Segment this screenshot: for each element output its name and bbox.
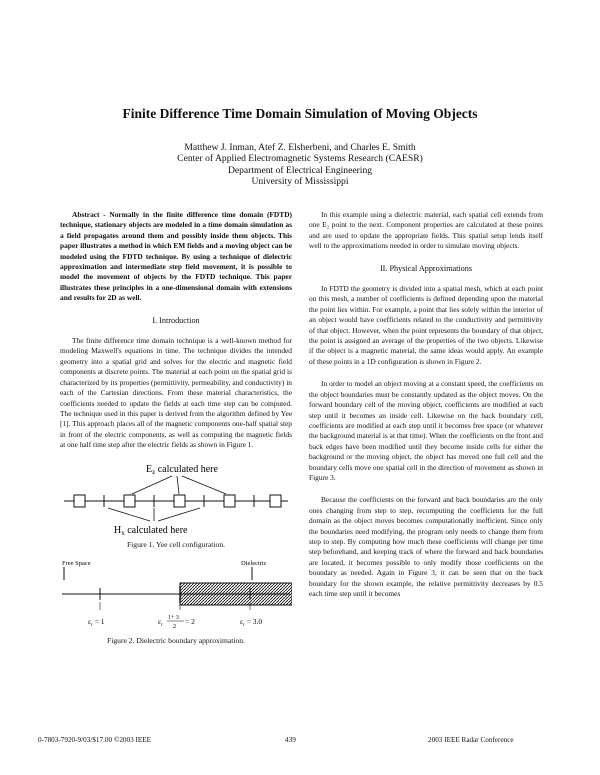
author-university: University of Mississippi: [251, 176, 349, 188]
abstract: Abstract - Normally in the finite difference time domain (FDTD) technique, stationary objects are modeled in a time domain simulation as a field propagates around them and possibly inside them objects. This paper illustrates a method in which EM fields and a moving object can be modeled using the FDTD technique. By using a technique of dielectric approximation and intermediate step field movement, it is possible to model the movement of objects by the FDTD technique. This paper illustrates these principles in a one-dimensional domain with extensions and results for 2D as well.: [60, 210, 292, 303]
eps-boundary: $\varepsilon_r$: [158, 617, 163, 629]
figure-2: [60, 558, 292, 646]
footer-conference: 2003 IEEE Radar Conference: [428, 736, 514, 744]
figure-1: [60, 463, 292, 551]
figure1-caption: Figure 1. Yee cell configuration.: [126, 539, 226, 549]
author-names: Matthew J. Inman, Atef Z. Elsherbeni, and Charles E. Smith: [184, 142, 416, 153]
e-arrows: [132, 476, 226, 494]
section-heading-introduction: I. Introduction: [152, 315, 200, 325]
e-cell: [124, 495, 135, 507]
left-column: [60, 210, 292, 646]
section-heading-physical-approximations: II. Physical Approximations: [379, 263, 473, 273]
figure2-caption: Figure 2. Dielectric boundary approximation.: [107, 635, 245, 645]
author-block: [0, 142, 600, 188]
arrow: [177, 476, 179, 494]
paper-title: Finite Difference Time Domain Simulation of Moving Objects: [122, 106, 478, 121]
footer-page-number: 439: [285, 736, 296, 744]
free-space-label: Free Space: [62, 560, 91, 568]
moving-object-paragraph: In order to model an object moving at a constant speed, the coefficients on the object boundaries must be constantly updated as the object moves. On the forward boundary cell of the moving object, coefficients are modified at each step until it becomes an inside cell. Likewise on the back boundary cell, coefficients are modified at each step until it becomes free space (or whatever the background material is at that time). When the coefficients on the front and back edges have been modified until they become inside cells for either the background or the moving object, the object has moved one full cell and the boundary cells move one spatial cell in the direction of movement as shown in Figure 3.: [309, 379, 543, 482]
e-cell: [224, 495, 235, 507]
introduction-paragraph: The finite difference time domain technique is a well-known method for modeling Maxwell's equations in time. The technique divides the intended geometry into a spatial grid and solves for the electric and magnetic field components at discrete points. The material at each point on the spatial grid is characterized by its properties (permittivity, permeability, and conductivity) in each of the Cartesian directions. From these material characteristics, the coefficients needed to update the fields at each time step can be computed. The technique used in this paper is derived from the algorithm defined by Yee [1]. This approach places all of the magnetic components one-half spatial step in front of the electric components, as well as computing the magnetic fields at one half time step after the electric fields as shown in Figure 1.: [60, 336, 292, 450]
arrow: [108, 508, 150, 521]
dielectric-label: Dielectric: [241, 560, 267, 568]
eps-boundary-denominator: 2: [173, 624, 176, 631]
boundary-coefficients-paragraph: Because the coefficients on the forward and back boundaries are the only ones changing from step to step, recomputing the coefficients for the full domain as the object moves becomes computationally inefficient. Since only the boundaries need modifying, the program only needs to change them from step to step. By computing how much these coefficients will change per time step beforehand, and keeping track of where the forward and back boundaries are located, it becomes possible to only modify those coefficients on the boundary as needed. Again in Figure 3, it can be seen that on the back boundary for the shown example, the relative permittivity decreases by 0.5 each time step until it becomes: [309, 495, 543, 598]
mesh-paragraph: In FDTD the geometry is divided into a spatial mesh, which at each point on this mesh, a number of coefficients is defined depending upon the material the point lies within. For example, a point that lies solely within the interior of an object would have coefficients related to the conductivity and permittivity of that object. However, when the point represents the boundary of that object, the point is assigned an average of the properties of the two objects. Likewise if the object is a magnetic material, the same ideas would apply. An example of these points in a 1D configuration is shown in Figure 2.: [309, 284, 543, 366]
arrow: [158, 508, 200, 521]
author-center: Center of Applied Electromagnetic Systems Research (CAESR): [177, 153, 423, 165]
arrow: [182, 476, 226, 494]
footer-copyright: 0-7803-7920-9/03/$17.00 ©2003 IEEE: [38, 736, 152, 744]
h-arrows: [108, 508, 200, 521]
arrow: [132, 476, 172, 494]
yee-cell-diagram: [60, 463, 292, 537]
author-department: Department of Electrical Engineering: [227, 164, 373, 176]
dielectric-boundary-diagram: [60, 558, 292, 632]
right-column: [309, 210, 543, 599]
figure1-top-label: $E_z$ calculated here: [146, 463, 218, 476]
eps-boundary-value: = 2: [185, 617, 195, 627]
eps-free-space: $\varepsilon_r = 1$: [88, 617, 105, 629]
e-cell: [74, 495, 85, 507]
e-cell: [174, 495, 185, 507]
figure1-bottom-label: $H_x$ calculated here: [114, 524, 188, 537]
e-cell: [270, 495, 281, 507]
dielectric-example-paragraph: In this example using a dielectric material, each spatial cell extends from one E₂ point to the next. Component properties are calculated at these points and are used to update the appropriate fields. This spatial setup lends itself well to the approximations needed in order to simulate moving objects.: [309, 210, 543, 251]
eps-dielectric: $\varepsilon_r = 3.0$: [240, 617, 263, 629]
eps-boundary-numerator: 1+ 3: [168, 615, 179, 622]
